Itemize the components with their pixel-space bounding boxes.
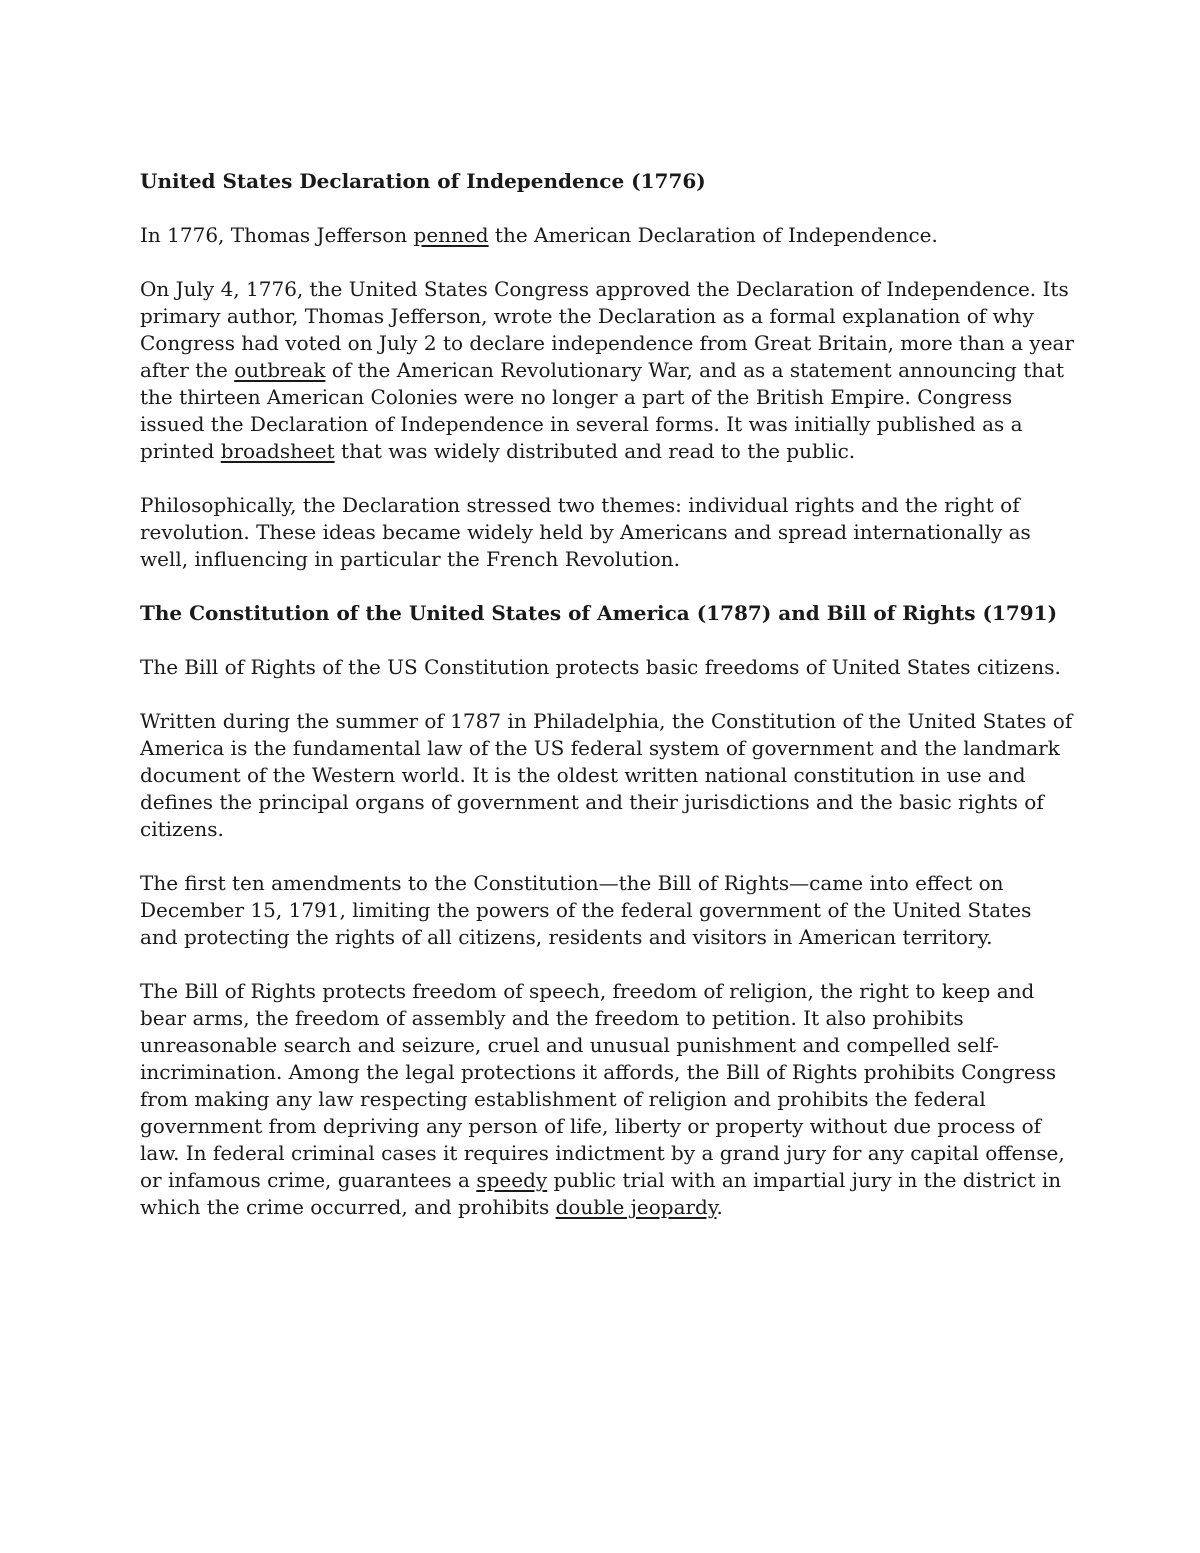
- text-run: that was widely distributed and read to the public.: [334, 439, 856, 463]
- text-run: In 1776, Thomas Jefferson: [140, 223, 414, 247]
- constitution-intro-paragraph: The Bill of Rights of the US Constitution protects basic freedoms of United States citizens.: [140, 655, 1061, 679]
- underlined-word-penned: penned: [413, 223, 489, 247]
- text-run: On July 4, 1776, the United States Congress approved the Declaration of Independence. Its primary author, Thomas Jefferson, wrote the Declaration as a formal explanation of why Congress had voted on July 2 to declare independence from Great Britain, more than a year after the: [140, 277, 1075, 382]
- section-heading-constitution: The Constitution of the United States of America (1787) and Bill of Rights (1791): [140, 601, 1058, 625]
- declaration-intro-paragraph: [140, 222, 1075, 249]
- declaration-paragraph-2: Philosophically, the Declaration stressed two themes: individual rights and the right of revolution. These ideas became widely held by Americans and spread internationally as well, influencing in particular the French Revolution.: [140, 493, 1031, 571]
- text-run: of the American Revolutionary War, and as a statement announcing that the thirteen American Colonies were no longer a part of the British Empire. Congress issued the Declaration of Independence in several forms. It was initially published as a printed: [140, 358, 1065, 463]
- section-heading-declaration: United States Declaration of Independence (1776): [140, 169, 706, 193]
- underlined-word-double-jeopardy: double jeopardy: [555, 1195, 717, 1219]
- constitution-paragraph-1: Written during the summer of 1787 in Philadelphia, the Constitution of the United States of America is the fundamental law of the US federal system of government and the landmark document of the Western world. It is the oldest written national constitution in use and defines the principal organs of government and their jurisdictions and the basic rights of citizens.: [140, 709, 1073, 841]
- constitution-paragraph-3: [140, 978, 1075, 1221]
- document-page: [140, 168, 1075, 1248]
- declaration-paragraph-1: [140, 276, 1075, 465]
- text-run: public trial with an impartial jury in the district in which the crime occurred, and prohibits: [140, 1168, 1062, 1219]
- underlined-word-speedy: speedy: [476, 1168, 548, 1192]
- underlined-word-outbreak: outbreak: [234, 358, 326, 382]
- text-run: The Bill of Rights protects freedom of speech, freedom of religion, the right to keep and bear arms, the freedom of assembly and the freedom to petition. It also prohibits unreasonable search and seizure, cruel and unusual punishment and compelled self-incrimination. Among the legal protections it affords, the Bill of Rights prohibits Congress from making any law respecting establishment of religion and prohibits the federal government from depriving any person of life, liberty or property without due process of law. In federal criminal cases it requires indictment by a grand jury for any capital offense, or infamous crime, guarantees a: [140, 979, 1065, 1192]
- constitution-paragraph-2: The first ten amendments to the Constitution—the Bill of Rights—came into effect on December 15, 1791, limiting the powers of the federal government of the United States and protecting the rights of all citizens, residents and visitors in American territory.: [140, 871, 1032, 949]
- underlined-word-broadsheet: broadsheet: [220, 439, 335, 463]
- text-run: the American Declaration of Independence.: [488, 223, 938, 247]
- text-run: .: [716, 1195, 723, 1219]
